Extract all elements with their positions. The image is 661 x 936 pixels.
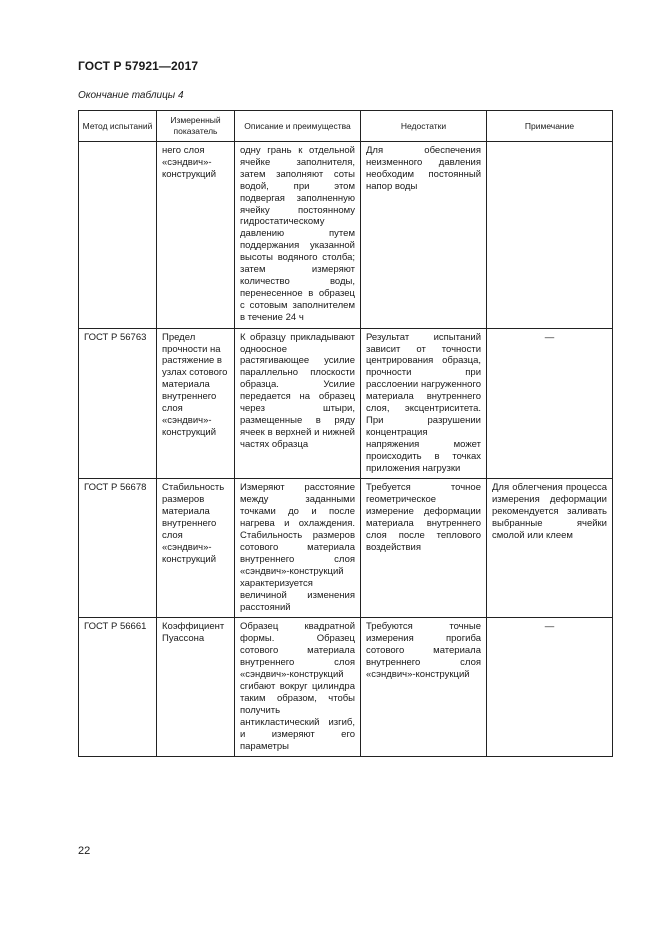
cell-description: одну грань к отдельной ячейке заполнителя, затем заполняют соты водой, при этом подвергая заполненную ячейку постоянному гидростатическому давлению путем поддержания указанной высоты водяного столба; затем измеряют количество воды, перенесенное в образец с сотовым заполнителем в течение 24 ч	[235, 142, 361, 329]
cell-indicator: Стабильность размеров материала внутреннего слоя «сэндвич»-конструкций	[157, 479, 235, 618]
cell-indicator: Коэффициент Пуассона	[157, 618, 235, 757]
cell-note: Для облегчения процесса измерения деформации рекомендуется заливать выбранные ячейки смолой или клеем	[487, 479, 613, 618]
cell-method: ГОСТ Р 56763	[79, 328, 157, 479]
cell-description: К образцу прикладывают одноосное растягивающее усилие параллельно плоскости образца. Усилие передается на образец через штыри, размещенные в ряду ячеек в верхней и нижней частях образца	[235, 328, 361, 479]
cell-indicator: Предел прочности на растяжение в узлах сотового материала внутреннего слоя «сэндвич»-конструкций	[157, 328, 235, 479]
page-number: 22	[78, 845, 91, 857]
cell-method: ГОСТ Р 56678	[79, 479, 157, 618]
cell-drawbacks: Результат испытаний зависит от точности центрирования образца, прочности при расслоении нагруженного материала внутреннего слоя, эксцентриситета. При разрушении концентрация напряжения может происходить в точках приложения нагрузки	[361, 328, 487, 479]
cell-drawbacks: Требуются точные измерения прогиба сотового материала внутреннего слоя «сэндвич»-конструкций	[361, 618, 487, 757]
methods-table	[78, 110, 613, 757]
cell-indicator: него слоя «сэндвич»-конструкций	[157, 142, 235, 329]
document-header: ГОСТ Р 57921—2017	[78, 59, 199, 73]
table-row	[79, 479, 613, 618]
cell-note	[487, 142, 613, 329]
cell-note: —	[487, 618, 613, 757]
cell-note: —	[487, 328, 613, 479]
cell-drawbacks: Требуется точное геометрическое измерение деформации материала внутреннего слоя после теплового воздействия	[361, 479, 487, 618]
cell-method: ГОСТ Р 56661	[79, 618, 157, 757]
column-header-indicator: Измеренный показатель	[157, 111, 235, 142]
cell-method	[79, 142, 157, 329]
column-header-note: Примечание	[487, 111, 613, 142]
table-row	[79, 618, 613, 757]
table-caption: Окончание таблицы 4	[78, 90, 184, 101]
table-header-row	[79, 111, 613, 142]
cell-drawbacks: Для обеспечения неизменного давления необходим постоянный напор воды	[361, 142, 487, 329]
table-row	[79, 328, 613, 479]
column-header-description: Описание и преимущества	[235, 111, 361, 142]
column-header-drawbacks: Недостатки	[361, 111, 487, 142]
cell-description: Образец квадратной формы. Образец сотового материала внутреннего слоя «сэндвич»-конструкций сгибают вокруг цилиндра таким образом, чтобы получить антикластический изгиб, и измеряют его параметры	[235, 618, 361, 757]
cell-description: Измеряют расстояние между заданными точками до и после нагрева и охлаждения. Стабильность размеров сотового материала внутреннего слоя «сэндвич»-конструкций характеризуется величиной изменения расстояний	[235, 479, 361, 618]
column-header-method: Метод испытаний	[79, 111, 157, 142]
table-row	[79, 142, 613, 329]
